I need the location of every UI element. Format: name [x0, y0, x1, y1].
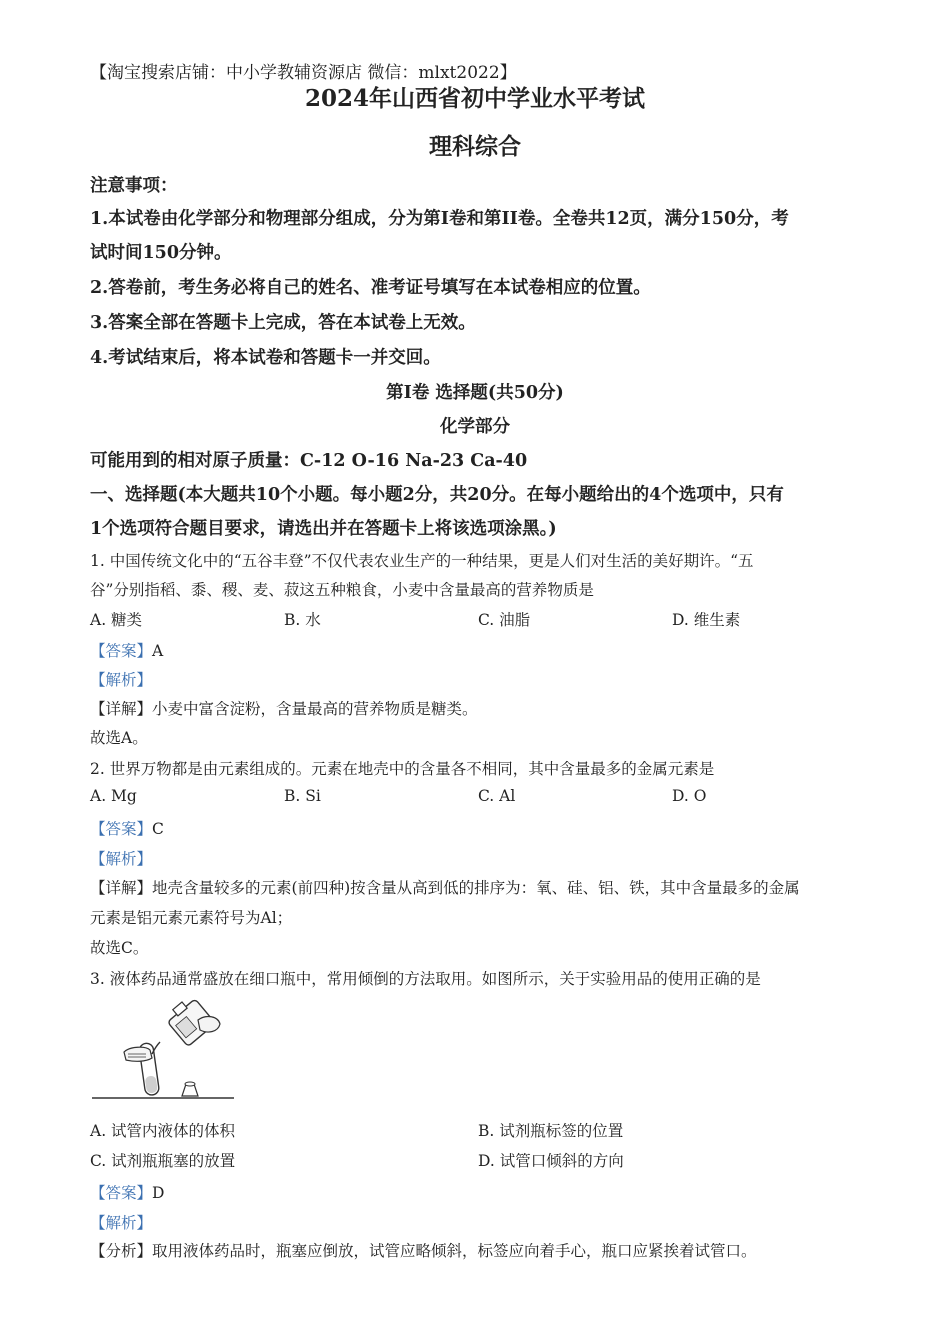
note-1a: 1.本试卷由化学部分和物理部分组成，分为第I卷和第II卷。全卷共12页，满分150分，考 — [90, 209, 789, 229]
q1-conclusion: 故选A。 — [90, 729, 148, 747]
q2-option-c: C. Al — [478, 787, 516, 805]
answer-label: 【答案】 — [90, 642, 153, 660]
page-subtitle: 理科综合 — [429, 133, 521, 160]
q2-detail-row-a — [90, 876, 800, 898]
q1-option-b: B. 水 — [284, 611, 321, 629]
atomic-masses: 可能用到的相对原子质量：C-12 O-16 Na-23 Ca-40 — [90, 451, 528, 471]
notes-heading: 注意事项： — [90, 176, 178, 196]
q3-fenxi: 取用液体药品时，瓶塞应倒放，试管应略倾斜，标签应向着手心，瓶口应紧挨着试管口。 — [152, 1242, 757, 1260]
part-heading: 化学部分 — [440, 417, 510, 437]
note-1b: 试时间150分钟。 — [90, 243, 232, 263]
note-3: 3.答案全部在答题卡上完成，答在本试卷上无效。 — [90, 313, 476, 333]
detail-label: 【详解】 — [90, 879, 153, 897]
page-title: 2024年山西省初中学业水平考试 — [304, 85, 645, 112]
q3-analysis-label: 【解析】 — [90, 1214, 153, 1232]
q1-detail-row — [90, 697, 478, 719]
q1-answer-row — [90, 639, 163, 661]
header-note: 【淘宝搜索店铺：中小学教辅资源店 微信：mlxt2022】 — [90, 63, 517, 83]
q3-option-b: B. 试剂瓶标签的位置 — [478, 1122, 624, 1140]
q1-stem-a: 1. 中国传统文化中的“五谷丰登”不仅代表农业生产的一种结果，更是人们对生活的美好期许。“五 — [90, 552, 754, 570]
q2-answer-row — [90, 817, 164, 839]
q2-option-b: B. Si — [284, 787, 321, 805]
q3-option-d: D. 试管口倾斜的方向 — [478, 1152, 624, 1170]
q3-stem: 3. 液体药品通常盛放在细口瓶中，常用倾倒的方法取用。如图所示，关于实验用品的使用正确的是 — [90, 970, 761, 988]
q3-fenxi-row — [90, 1239, 757, 1261]
q2-stem: 2. 世界万物都是由元素组成的。元素在地壳中的含量各不相同，其中含量最多的金属元素是 — [90, 760, 715, 778]
q1-detail: 小麦中富含淀粉，含量最高的营养物质是糖类。 — [152, 700, 478, 718]
q1-stem-b: 谷”分别指稻、黍、稷、麦、菽这五种粮食，小麦中含量最高的营养物质是 — [90, 581, 594, 599]
q1-option-a: A. 糖类 — [90, 611, 143, 629]
instructions-a: 一、选择题(本大题共10个小题。每小题2分，共20分。在每小题给出的4个选项中，只有 — [90, 485, 784, 505]
detail-label: 【详解】 — [90, 700, 153, 718]
q1-analysis-label: 【解析】 — [90, 671, 153, 689]
q1-option-c: C. 油脂 — [478, 611, 531, 629]
q2-analysis-label: 【解析】 — [90, 850, 153, 868]
q3-option-a: A. 试管内液体的体积 — [90, 1122, 236, 1140]
q2-option-a: A. Mg — [90, 787, 137, 805]
instructions-b: 1个选项符合题目要求，请选出并在答题卡上将该选项涂黑。) — [90, 519, 557, 539]
fenxi-label: 【分析】 — [90, 1242, 153, 1260]
q2-detail-b: 元素是铝元素元素符号为Al； — [90, 909, 293, 927]
volume-heading: 第I卷 选择题(共50分) — [386, 383, 564, 403]
q3-answer: D — [152, 1184, 165, 1202]
q3-option-c: C. 试剂瓶瓶塞的放置 — [90, 1152, 236, 1170]
q2-answer: C — [152, 820, 164, 838]
q3-answer-row — [90, 1181, 164, 1203]
answer-label: 【答案】 — [90, 1184, 153, 1202]
answer-label: 【答案】 — [90, 820, 153, 838]
note-2: 2.答卷前，考生务必将自己的姓名、准考证号填写在本试卷相应的位置。 — [90, 278, 651, 298]
q2-detail-a: 地壳含量较多的元素(前四种)按含量从高到低的排序为：氧、硅、铝、铁，其中含量最多的金属 — [152, 879, 800, 897]
note-4: 4.考试结束后，将本试卷和答题卡一并交回。 — [90, 348, 441, 368]
q1-option-d: D. 维生素 — [672, 611, 741, 629]
pouring-liquid-illustration — [90, 998, 236, 1104]
q1-answer: A — [152, 642, 164, 660]
q2-option-d: D. O — [672, 787, 707, 805]
q2-conclusion: 故选C。 — [90, 939, 149, 957]
